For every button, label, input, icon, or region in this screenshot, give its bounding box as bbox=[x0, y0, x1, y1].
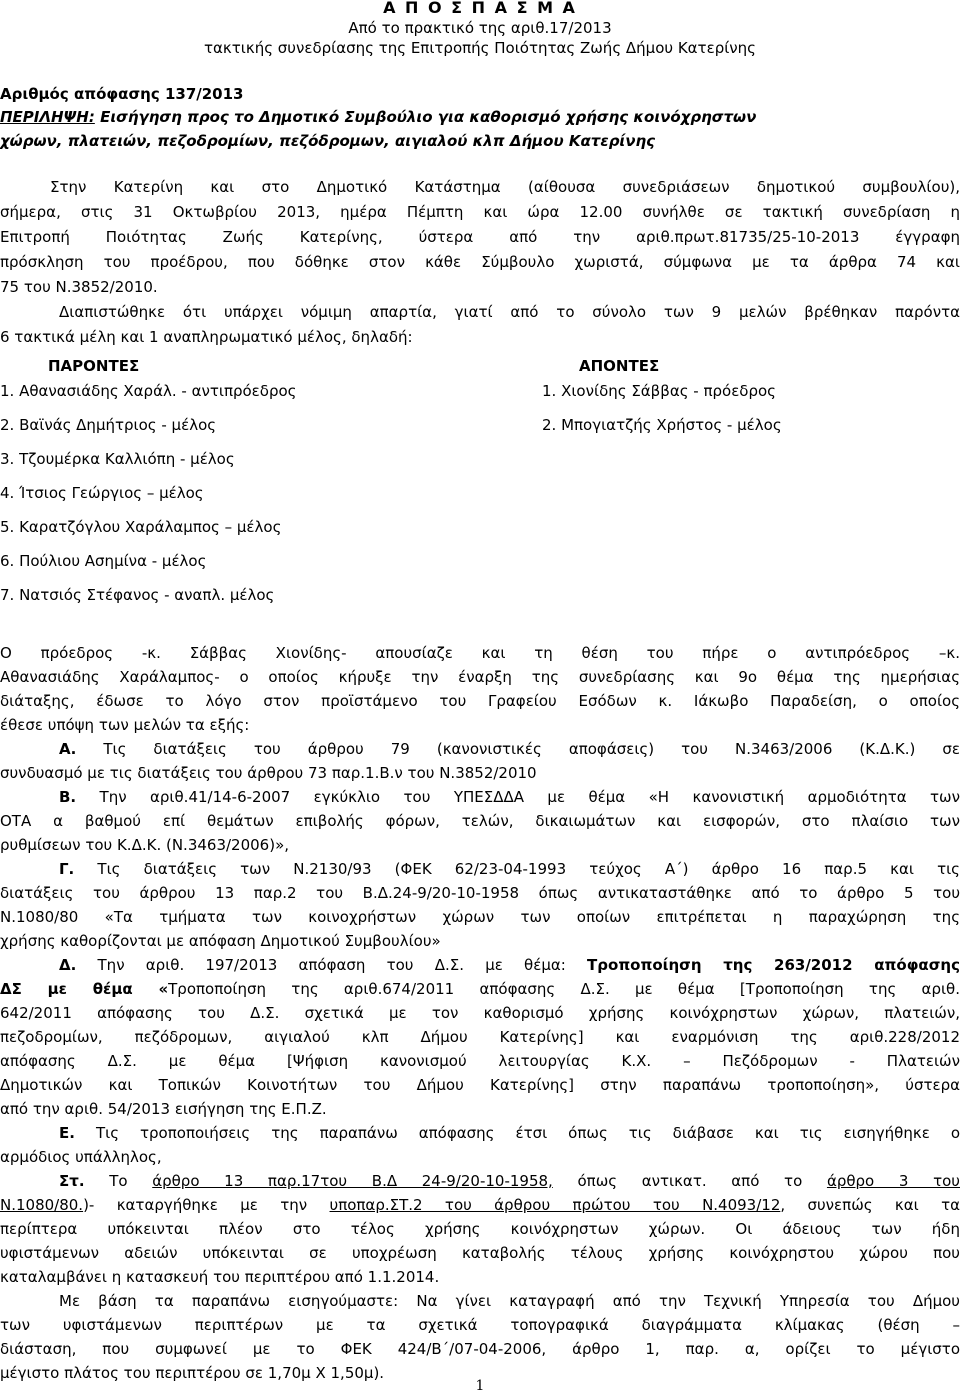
present-heading: ΠΑΡΟΝΤΕΣ bbox=[48, 357, 140, 375]
intro-line: σήμερα, στις 31 Οκτωβρίου 2013, ημέρα Πέμπτη και ώρα 12.00 συνήλθε σε τακτική συνεδρίαση η bbox=[0, 203, 960, 221]
conclusion-line: διάσταση, που συμφωνεί με το ΦΕΚ 424/Β΄/07-04-2006, άρθρο 1, παρ. α, ορίζει το μέγιστο bbox=[0, 1340, 960, 1358]
header-meeting: τακτικής συνεδρίασης της Επιτροπής Ποιότητας Ζωής Δήμου Κατερίνης bbox=[204, 39, 756, 57]
item-d-line: Δημοτικών και Τοπικών Κοινοτήτων του Δήμου Κατερίνης] στην παραπάνω τροποποίηση», ύστερα bbox=[0, 1076, 960, 1094]
body-line: διάταξης, έδωσε το λόγο στον προϊστάμενο του Γραφείου Εσόδων κ. Ιάκωβο Παραδείση, ο οποίος bbox=[0, 692, 960, 710]
present-member: 3. Τζουμέρκα Καλλιόπη - μέλος bbox=[0, 450, 235, 468]
item-d-label: Δ. bbox=[59, 956, 77, 974]
item-b-line: ρυθμίσεων του Κ.Δ.Κ. (Ν.3463/2006)», bbox=[0, 836, 290, 854]
item-d-line: 642/2011 απόφασης του Δ.Σ. σχετικά με τον καθορισμό χρήσης κοινόχρηστων χώρων, πλατειών, bbox=[0, 1004, 960, 1022]
item-e-text: Τις τροποποιήσεις της παραπάνω απόφασης έτσι όπως τις διάβασε και τις εισηγήθηκε ο bbox=[74, 1124, 960, 1142]
header-minutes-ref: Από το πρακτικό της αριθ.17/2013 bbox=[348, 19, 612, 37]
quorum-line: Διαπιστώθηκε ότι υπάρχει νόμιμη απαρτία, γιατί από το σύνολο των 9 μελών βρέθηκαν παρόντα bbox=[59, 303, 960, 321]
present-member: 6. Πούλιου Ασημίνα - μέλος bbox=[0, 552, 207, 570]
item-d-bold: Τροποποίηση της 263/2012 απόφασης bbox=[587, 956, 960, 974]
conclusion-line: Με βάση τα παραπάνω εισηγούμαστε: Να γίνει καταγραφή από την Τεχνική Υπηρεσία του Δήμου bbox=[59, 1292, 960, 1310]
body-line: Αθανασιάδης Χαράλαμπος- ο οποίος κήρυξε την έναρξη της συνεδρίασης και 9ο θέμα της ημερήσιας bbox=[0, 668, 960, 686]
decision-number: Αριθμός απόφασης 137/2013 bbox=[0, 85, 244, 103]
summary-line-2: χώρων, πλατειών, πεζοδρομίων, πεζόδρομων, αιγιαλού κλπ Δήμου Κατερίνης bbox=[0, 132, 656, 150]
item-a-text: Τις διατάξεις του άρθρου 79 (κανονιστικές αποφάσεις) του Ν.3463/2006 (Κ.Δ.Κ.) σε bbox=[76, 740, 960, 758]
item-b-text: Την αριθ.41/14-6-2007 εγκύκλιο του ΥΠΕΣΔΔΑ με θέμα «Η κανονιστική αρμοδιότητα των bbox=[76, 788, 960, 806]
item-e-line: αρμόδιος υπάλληλος, bbox=[0, 1148, 162, 1166]
present-member: 5. Καρατζόγλου Χαράλαμπος – μέλος bbox=[0, 518, 282, 536]
item-c-line bbox=[0, 857, 960, 881]
item-d-text: Τροποποίηση της αριθ.674/2011 απόφασης Δ.Σ. με θέμα [Τροποποίηση της αριθ. bbox=[168, 980, 960, 998]
item-e-label: Ε. bbox=[59, 1124, 75, 1142]
present-member: 1. Αθανασιάδης Χαράλ. - αντιπρόεδρος bbox=[0, 382, 297, 400]
item-a-label: Α. bbox=[59, 740, 77, 758]
item-b-line: ΟΤΑ α βαθμού επί θεμάτων επιβολής φόρων, τελών, δικαιωμάτων και εισφορών, στο πλαίσιο των bbox=[0, 812, 960, 830]
absent-member: 1. Χιονίδης Σάββας - πρόεδρος bbox=[542, 382, 776, 400]
item-st-text: )- καταργήθηκε με την bbox=[83, 1196, 330, 1214]
absent-list bbox=[542, 354, 782, 442]
absent-member: 2. Μπογιατζής Χρήστος - μέλος bbox=[542, 416, 782, 434]
item-c-line: Ν.1080/80 «Τα τμήματα των κοινοχρήστων χώρων των οποίων επιτρέπεται η παραχώρηση της bbox=[0, 908, 960, 926]
present-member: 7. Νατσιός Στέφανος - αναπλ. μέλος bbox=[0, 586, 275, 604]
item-c-line: διατάξεις του άρθρου 13 παρ.2 του Β.Δ.24-9/20-10-1958 όπως αντικαταστάθηκε από το άρθρο 5 του bbox=[0, 884, 960, 902]
item-st-text: Το bbox=[84, 1172, 153, 1190]
item-st-link: άρθρο 3 του bbox=[826, 1172, 960, 1190]
intro-line: πρόσκληση του προέδρου, που δόθηκε στον κάθε Σύμβουλο χωριστά, σύμφωνα με τα άρθρα 74 και bbox=[0, 253, 960, 271]
item-st-line: υφιστάμενων αδειών υπόκεινται σε υποχρέωση καταβολής τέλους χρήσης κοινόχρηστου χώρου που bbox=[0, 1244, 960, 1262]
intro-paragraph bbox=[0, 175, 960, 350]
item-b-line bbox=[0, 785, 960, 809]
body-line: Ο πρόεδρος -κ. Σάββας Χιονίδης- απουσίαζε και τη θέση του πήρε ο αντιπρόεδρος –κ. bbox=[0, 644, 960, 662]
item-st-line: περίπτερα υπόκεινται πλέον στο τέλος χρήσης κοινόχρηστων χώρων. Οι άδειους των ήδη bbox=[0, 1220, 960, 1238]
page-number: 1 bbox=[475, 1378, 485, 1394]
present-member: 2. Βαϊνάς Δημήτριος - μέλος bbox=[0, 416, 217, 434]
item-d-line: από την αριθ. 54/2013 εισήγηση της Ε.Π.Ζ. bbox=[0, 1100, 327, 1118]
conclusion-line: των υφιστάμενων περιπτέρων με τα σχετικά τοπογραφικά διαγράμματα κλίμακας (θέση – bbox=[0, 1316, 960, 1334]
document-header bbox=[0, 0, 960, 58]
item-st-link: υποπαρ.ΣΤ.2 του άρθρου πρώτου του Ν.4093/12 bbox=[329, 1196, 781, 1214]
item-a-line: συνδυασμό με τις διατάξεις του άρθρου 73 παρ.1.Β.ν του Ν.3852/2010 bbox=[0, 764, 537, 782]
item-c-label: Γ. bbox=[59, 860, 75, 878]
item-d-line bbox=[0, 977, 960, 1001]
item-c-text: Τις διατάξεις των Ν.2130/93 (ΦΕΚ 62/23-04-1993 τεύχος Α΄) άρθρο 16 παρ.5 και τις bbox=[74, 860, 960, 878]
body-text bbox=[0, 641, 960, 1385]
item-st-line: καταλαμβάνει η κατασκευή του περιπτέρου από 1.1.2014. bbox=[0, 1268, 440, 1286]
item-st-line bbox=[0, 1169, 960, 1193]
item-d-line: απόφασης Δ.Σ. με θέμα [Ψήφιση κανονισμού λειτουργίας Κ.Χ. – Πεζόδρομων - Πλατειών bbox=[0, 1052, 960, 1070]
item-e-line bbox=[0, 1121, 960, 1145]
intro-line: Επιτροπή Ποιότητας Ζωής Κατερίνης, ύστερα από την αριθ.πρωτ.81735/25-10-2013 έγγραφη bbox=[0, 228, 960, 246]
quorum-line: 6 τακτικά μέλη και 1 αναπληρωματικό μέλος, δηλαδή: bbox=[0, 328, 413, 346]
item-d-bold: ΔΣ με θέμα « bbox=[0, 980, 169, 998]
item-d-text: Την αριθ. 197/2013 απόφαση του Δ.Σ. με θέμα: bbox=[76, 956, 588, 974]
present-member: 4. Ίτσιος Γεώργιος – μέλος bbox=[0, 484, 204, 502]
item-a-line bbox=[0, 737, 960, 761]
present-list bbox=[0, 354, 296, 612]
item-st-text: όπως αντικατ. από το bbox=[552, 1172, 827, 1190]
summary-text-1: Εισήγηση προς το Δημοτικό Συμβούλιο για καθορισμό χρήσης κοινόχρηστων bbox=[94, 108, 757, 126]
item-st-link: άρθρο 13 παρ.17του Β.Δ 24-9/20-10-1958, bbox=[152, 1172, 553, 1190]
absent-heading: ΑΠΟΝΤΕΣ bbox=[579, 357, 660, 375]
intro-line: 75 του Ν.3852/2010. bbox=[0, 278, 158, 296]
item-c-line: χρήσης καθορίζονται με απόφαση Δημοτικού Συμβουλίου» bbox=[0, 932, 441, 950]
item-d-line bbox=[0, 953, 960, 977]
conclusion-line: μέγιστο πλάτος του περιπτέρου σε 1,70μ Χ 1,50μ). bbox=[0, 1364, 385, 1382]
item-st-link: Ν.1080/80. bbox=[0, 1196, 84, 1214]
item-b-label: Β. bbox=[59, 788, 77, 806]
summary-line-1 bbox=[0, 105, 960, 129]
intro-line: Στην Κατερίνη και στο Δημοτικό Κατάστημα (αίθουσα συνεδριάσεων δημοτικού συμβουλίου), bbox=[50, 178, 960, 196]
item-st-text: , συνεπώς και τα bbox=[780, 1196, 960, 1214]
item-st-label: Στ. bbox=[59, 1172, 85, 1190]
item-st-line bbox=[0, 1193, 960, 1217]
decision-block bbox=[0, 84, 960, 153]
summary-label: ΠΕΡΙΛΗΨΗ: bbox=[0, 108, 95, 126]
document-title: Α Π Ο Σ Π Α Σ Μ Α bbox=[383, 0, 577, 17]
item-d-line: πεζοδρομίων, πεζόδρομων, αιγιαλού κλπ Δήμου Κατερίνης] και εναρμόνιση της αριθ.228/2012 bbox=[0, 1028, 960, 1046]
body-line: έθεσε υπόψη των μελών τα εξής: bbox=[0, 716, 250, 734]
